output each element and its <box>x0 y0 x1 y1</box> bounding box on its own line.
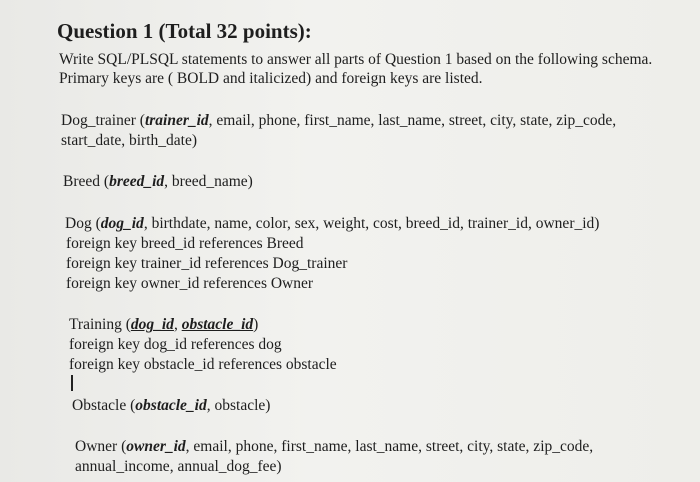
owner-primary-key: owner_id <box>126 438 186 455</box>
dog-trainer-open-paren: ( <box>139 112 145 129</box>
breed-table-name: Breed <box>63 173 101 190</box>
obstacle-primary-key: obstacle_id <box>135 397 207 414</box>
dog-fk-trainer: foreign key trainer_id references Dog_trainer <box>66 255 348 272</box>
breed-schema <box>63 172 253 192</box>
owner-table-name: Owner <box>75 438 118 455</box>
dog-trainer-primary-key: trainer_id <box>144 112 209 129</box>
owner-open-paren: ( <box>121 438 127 455</box>
question-title: Question 1 (Total 32 points): <box>57 19 312 43</box>
training-fk-obstacle: foreign key obstacle_id references obstacle <box>69 356 337 373</box>
training-schema <box>69 315 258 335</box>
breed-attributes: , breed_name) <box>164 173 253 190</box>
dog-primary-key: dog_id <box>100 215 144 232</box>
dog-trainer-schema-line2: start_date, birth_date) <box>61 132 198 149</box>
training-primary-key-1: dog_id <box>130 316 174 333</box>
training-table-name: Training <box>69 316 122 333</box>
obstacle-schema <box>72 396 270 416</box>
training-primary-key-2: obstacle_id <box>181 316 254 333</box>
training-comma: , <box>173 316 182 333</box>
owner-attributes: , email, phone, first_name, last_name, street, city, state, zip_code, <box>185 438 594 455</box>
dog-open-paren: ( <box>95 215 101 232</box>
owner-schema-line1 <box>75 437 593 457</box>
training-fk-dog: foreign key dog_id references dog <box>69 336 282 353</box>
training-close-paren: ) <box>253 316 259 333</box>
dog-fk-breed: foreign key breed_id references Breed <box>66 235 304 252</box>
dog-table-name: Dog <box>65 215 92 232</box>
intro-line-1: Write SQL/PLSQL statements to answer all parts of Question 1 based on the following schema. <box>59 51 653 68</box>
obstacle-table-name: Obstacle <box>72 397 127 414</box>
dog-schema <box>65 214 599 234</box>
obstacle-attributes: , obstacle) <box>206 397 271 414</box>
obstacle-open-paren: ( <box>130 397 136 414</box>
breed-primary-key: breed_id <box>109 173 165 190</box>
training-open-paren: ( <box>125 316 131 333</box>
intro-line-2: Primary keys are ( BOLD and italicized) and foreign keys are listed. <box>59 70 483 87</box>
dog-trainer-schema-line1 <box>61 111 616 131</box>
dog-trainer-table-name: Dog_trainer <box>61 112 136 129</box>
dog-attributes: , birthdate, name, color, sex, weight, cost, breed_id, trainer_id, owner_id) <box>143 215 600 232</box>
text-cursor-mark <box>71 375 73 391</box>
owner-schema-line2: annual_income, annual_dog_fee) <box>75 458 282 475</box>
dog-trainer-attributes: , email, phone, first_name, last_name, street, city, state, zip_code, <box>208 112 617 129</box>
dog-fk-owner: foreign key owner_id references Owner <box>66 275 314 292</box>
breed-open-paren: ( <box>103 173 110 190</box>
